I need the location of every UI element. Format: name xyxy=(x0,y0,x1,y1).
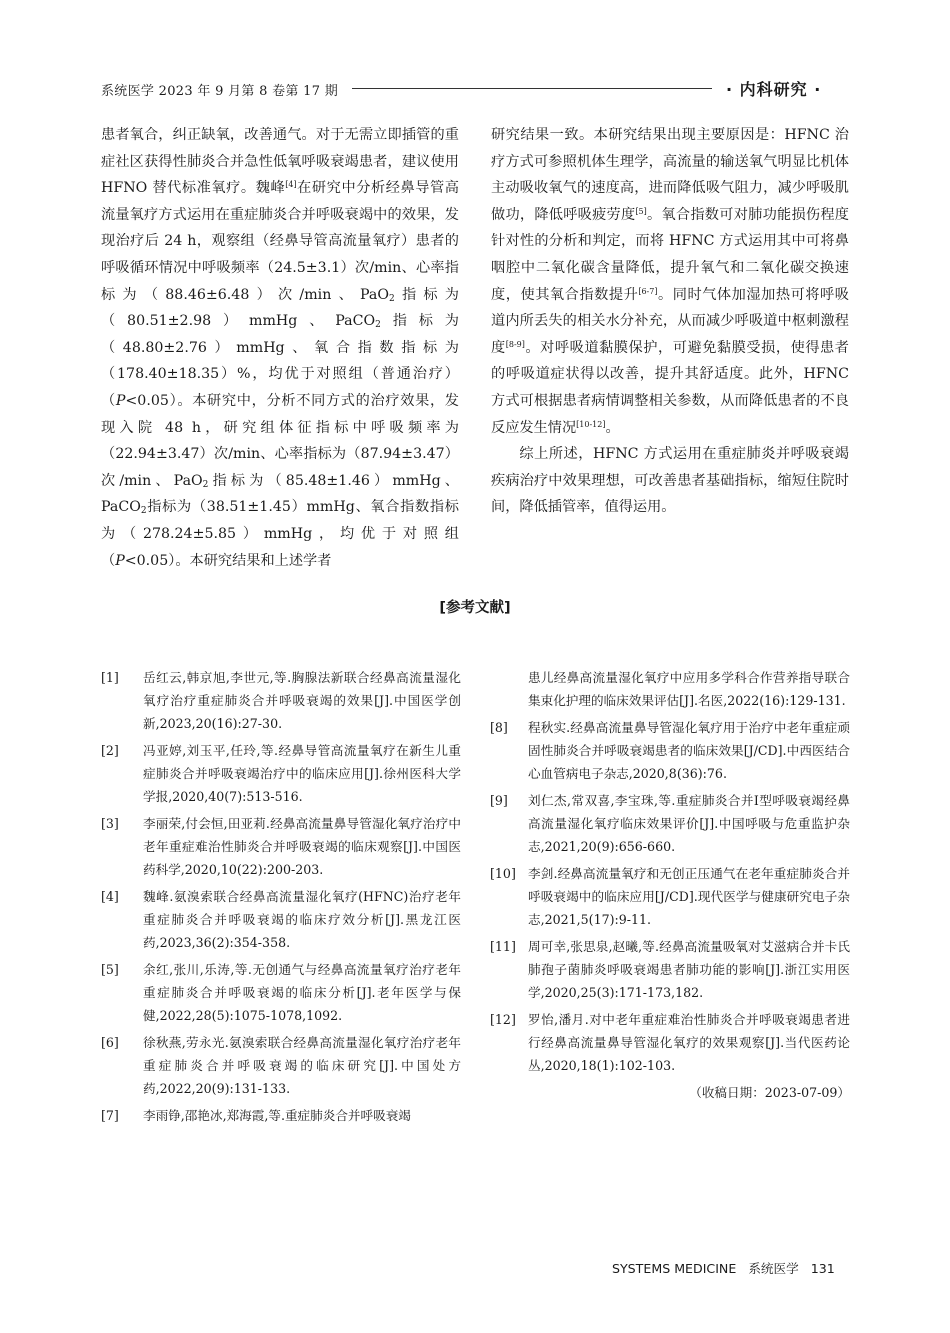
reference-item: [8] 程秋实.经鼻高流量鼻导管湿化氧疗用于治疗中老年重症顽固性肺炎合并呼吸衰竭患者的临床效果[J/CD].中西医结合心血管病电子杂志,2020,8(36):76. xyxy=(490,720,850,781)
body-left-column xyxy=(101,122,459,574)
header-divider xyxy=(352,88,712,89)
journal-info: 系统医学 2023 年 9 月第 8 卷第 17 期 xyxy=(101,84,339,99)
conclusion-paragraph: 综上所述，HFNC 方式运用在重症肺炎并呼吸衰竭疾病治疗中效果理想，可改善患者基础指标，缩短住院时间，降低插管率，值得运用。 xyxy=(491,446,849,516)
reference-item-continued: 患儿经鼻高流量湿化氧疗中应用多学科合作营养指导联合集束化护理的临床效果评估[J].名医,2022(16):129-131. xyxy=(528,670,850,708)
page-number: 131 xyxy=(810,1261,835,1276)
received-date: （收稿日期：2023-07-09） xyxy=(689,1085,850,1100)
footer-journal-cn: 系统医学 xyxy=(748,1261,799,1276)
reference-item: [10] 李剑.经鼻高流量氧疗和无创正压通气在老年重症肺炎合并呼吸衰竭中的临床应用[J/CD].现代医学与健康研究电子杂志,2021,5(17):9-11. xyxy=(490,866,850,927)
reference-item: [2] 冯亚婷,刘玉平,任玲,等.经鼻导管高流量氧疗在新生儿重症肺炎合并呼吸衰竭治疗中的临床应用[J].徐州医科大学学报,2020,40(7):513-516. xyxy=(101,743,461,804)
reference-item: [9] 刘仁杰,常双喜,李宝珠,等.重症肺炎合并Ⅰ型呼吸衰竭经鼻高流量湿化氧疗临床效果评价[J].中国呼吸与危重监护杂志,2021,20(9):656-660. xyxy=(490,793,850,854)
references-heading: [参考文献] xyxy=(439,600,511,616)
body-right-column xyxy=(491,122,849,521)
reference-item: [1] 岳红云,韩京旭,李世元,等.胸腺法新联合经鼻高流量湿化氧疗治疗重症肺炎合并呼吸衰竭的效果[J].中国医学创新,2023,20(16):27-30. xyxy=(101,670,461,731)
page-footer xyxy=(612,1258,835,1277)
reference-item: [11] 周可幸,张思泉,赵曦,等.经鼻高流量吸氧对艾滋病合并卡氏肺孢子菌肺炎呼吸衰竭患者肺功能的影响[J].浙江实用医学,2020,25(3):171-173,182. xyxy=(490,939,850,1000)
reference-item: [7] 李雨铮,邵艳冰,郑海霞,等.重症肺炎合并呼吸衰竭 xyxy=(101,1108,411,1123)
body-paragraph: 研究结果一致。本研究结果出现主要原因是：HFNC 治疗方式可参照机体生理学，高流量的输送氧气明显比机体主动吸收氧气的速度高，进而降低吸气阻力，减少呼吸肌做功，降低呼吸疲劳度[5]。氧合指数可对肺功能损伤程度针对性的分析和判定，而将 HFNC 方式运用其中可将鼻咽腔中二氧化碳含量降低，提升氧气和二氧化碳交换速度，使其氧合指数提升[6-7]。同时气体加湿加热可将呼吸道内所丢失的相关水分补充，从而减少呼吸道中枢刺激程度[8-9]。对呼吸道黏膜保护，可避免黏膜受损，使得患者的呼吸道症状得以改善，提升其舒适度。此外，HFNC 方式可根据患者病情调整相关参数，从而降低患者的不良反应发生情况[10-12]。 xyxy=(491,127,849,436)
body-paragraph: 患者氧合，纠正缺氧，改善通气。对于无需立即插管的重症社区获得性肺炎合并急性低氧呼吸衰竭患者，建议使用 HFNO 替代标准氧疗。魏峰[4]在研究中分析经鼻导管高流量氧疗方式运用在重症肺炎合并呼吸衰竭中的效果，发现治疗后 24 h，观察组（经鼻导管高流量氧疗）患者的呼吸循环情况中呼吸频率（24.5±3.1）次/min、心率指标为（88.46±6.48）次/min、PaO$_2$指标为（80.51±2.98）mmHg、PaCO$_2$指标为（48.80±2.76）mmHg、氧合指数指标为（178.40±18.35）%，均优于对照组（普通治疗）（P<0.05）。本研究中，分析不同方式的治疗效果，发现入院 48 h，研究组体征指标中呼吸频率为（22.94±3.47）次/min、心率指标为（87.94±3.47）次/min、PaO$_2$指标为（85.48±1.46）mmHg、PaCO$_2$指标为（38.51±1.45）mmHg、氧合指数指标为（278.24±5.85）mmHg，均优于对照组（P<0.05）。本研究结果和上述学者 xyxy=(101,127,459,569)
reference-item: [6] 徐秋燕,劳永光.氨溴索联合经鼻高流量湿化氧疗治疗老年重症肺炎合并呼吸衰竭的临床研究[J].中国处方药,2022,20(9):131-133. xyxy=(101,1035,461,1096)
references-left-column xyxy=(101,666,461,1131)
references-right-column xyxy=(490,666,850,1104)
reference-item: [12] 罗怡,潘月.对中老年重症难治性肺炎合并呼吸衰竭患者进行经鼻高流量鼻导管湿化氧疗的效果观察[J].当代医药论丛,2020,18(1):102-103. xyxy=(490,1012,850,1073)
reference-item: [3] 李丽荣,付会恒,田亚莉.经鼻高流量鼻导管湿化氧疗治疗中老年重症难治性肺炎合并呼吸衰竭的临床观察[J].中国医药科学,2020,10(22):200-203. xyxy=(101,816,461,877)
reference-item: [5] 余红,张川,乐涛,等.无创通气与经鼻高流量氧疗治疗老年重症肺炎合并呼吸衰竭的临床分析[J].老年医学与保健,2022,28(5):1075-1078,1092. xyxy=(101,962,461,1023)
reference-item: [4] 魏峰.氨溴索联合经鼻高流量湿化氧疗(HFNC)治疗老年重症肺炎合并呼吸衰竭的临床疗效分析[J].黑龙江医药,2023,36(2):354-358. xyxy=(101,889,461,950)
footer-journal-en: SYSTEMS MEDICINE xyxy=(612,1261,737,1276)
section-label: · 内科研究 · xyxy=(726,80,822,99)
